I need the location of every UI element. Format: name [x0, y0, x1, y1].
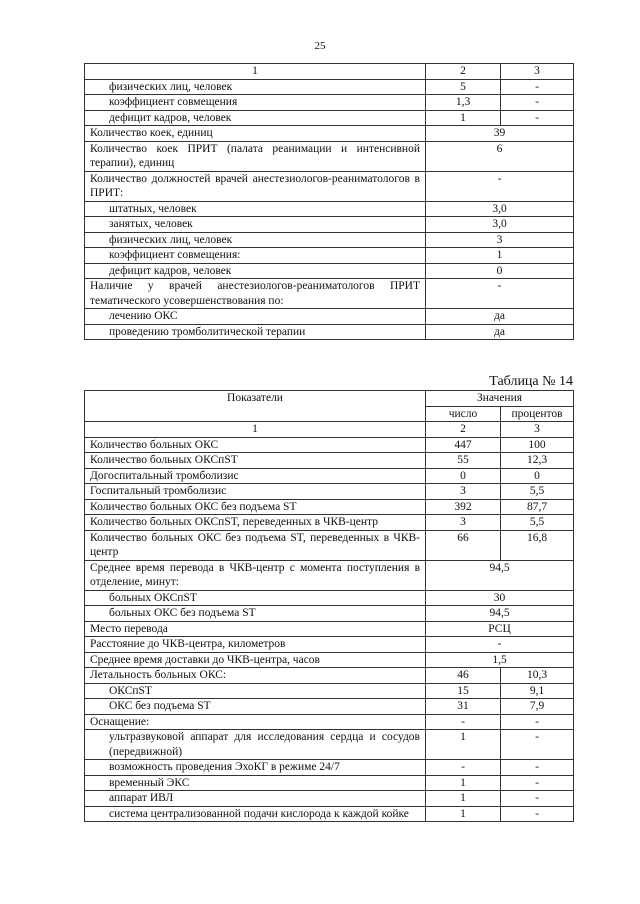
table-row [85, 95, 574, 111]
table-row [85, 171, 574, 201]
row-label: дефицит кадров, человек [85, 263, 426, 279]
row-value: 39 [426, 126, 574, 142]
row-label: временный ЭКС [85, 775, 426, 791]
table-row [85, 126, 574, 142]
row-value-number: 15 [426, 683, 501, 699]
row-value-percent: 0 [501, 468, 574, 484]
header-cell: 2 [426, 422, 501, 438]
row-value-percent: 10,3 [501, 668, 574, 684]
row-label: Количество больных ОКСпST, переведенных в ЧКВ-центр [85, 515, 426, 531]
table-header-row [85, 391, 574, 407]
row-value-number: - [426, 760, 501, 776]
table-row [85, 714, 574, 730]
row-label: Количество больных ОКС [85, 437, 426, 453]
row-value-number: 3 [426, 515, 501, 531]
row-value-number: 3 [426, 484, 501, 500]
row-value-number: 392 [426, 499, 501, 515]
row-value-percent: - [501, 110, 574, 126]
row-label: больных ОКСпST [85, 590, 426, 606]
row-value: РСЦ [426, 621, 574, 637]
row-label: проведению тромболитической терапии [85, 324, 426, 340]
row-value: 94,5 [426, 606, 574, 622]
header-indicators: Показатели [85, 391, 426, 422]
table-row [85, 248, 574, 264]
row-value-percent: - [501, 95, 574, 111]
table-row [85, 201, 574, 217]
row-value: 3,0 [426, 217, 574, 233]
row-value: 1 [426, 248, 574, 264]
row-value-number: 1 [426, 791, 501, 807]
row-value: - [426, 279, 574, 309]
row-label: Количество больных ОКСпST [85, 453, 426, 469]
table-row [85, 590, 574, 606]
row-value: 1,5 [426, 652, 574, 668]
row-value-number: 1,3 [426, 95, 501, 111]
row-label: Госпитальный тромболизис [85, 484, 426, 500]
row-label: коэффициент совмещения [85, 95, 426, 111]
table-row [85, 484, 574, 500]
table-row [85, 730, 574, 760]
row-label: Количество коек, единиц [85, 126, 426, 142]
row-value: да [426, 324, 574, 340]
row-label: Количество больных ОКС без подъема ST [85, 499, 426, 515]
row-value: 0 [426, 263, 574, 279]
row-value-number: 31 [426, 699, 501, 715]
row-value-percent: - [501, 79, 574, 95]
header-percent: процентов [501, 406, 574, 422]
table-row [85, 309, 574, 325]
row-value-percent: 7,9 [501, 699, 574, 715]
table-row [85, 806, 574, 822]
row-label: Летальность больных ОКС: [85, 668, 426, 684]
table-row [85, 79, 574, 95]
table-row [85, 606, 574, 622]
table-row [85, 560, 574, 590]
table-title: Таблица № 14 [489, 374, 573, 389]
table-row [85, 217, 574, 233]
row-value-number: 0 [426, 468, 501, 484]
row-label: система централизованной подачи кислорода к каждой койке [85, 806, 426, 822]
row-label: лечению ОКС [85, 309, 426, 325]
table-row [85, 668, 574, 684]
row-label: физических лиц, человек [85, 232, 426, 248]
table-row [85, 530, 574, 560]
row-label: Среднее время доставки до ЧКВ-центра, часов [85, 652, 426, 668]
row-value-percent: 5,5 [501, 484, 574, 500]
header-cell: 3 [501, 422, 574, 438]
table-row [85, 621, 574, 637]
table-row [85, 263, 574, 279]
header-cell: 2 [426, 64, 501, 80]
table-row [85, 324, 574, 340]
header-values: Значения [426, 391, 574, 407]
row-label: дефицит кадров, человек [85, 110, 426, 126]
table-row [85, 637, 574, 653]
table-row [85, 437, 574, 453]
row-value-percent: - [501, 714, 574, 730]
row-value-percent: 16,8 [501, 530, 574, 560]
row-label: Расстояние до ЧКВ-центра, километров [85, 637, 426, 653]
row-value: 30 [426, 590, 574, 606]
row-label: ОКС без подъема ST [85, 699, 426, 715]
row-label: больных ОКС без подъема ST [85, 606, 426, 622]
row-value-number: 1 [426, 730, 501, 760]
row-value: - [426, 637, 574, 653]
table-row [85, 453, 574, 469]
header-cell: 3 [501, 64, 574, 80]
table-row [85, 141, 574, 171]
row-value-percent: - [501, 730, 574, 760]
row-value: 6 [426, 141, 574, 171]
row-label: занятых, человек [85, 217, 426, 233]
row-value-number: 1 [426, 806, 501, 822]
row-label: Количество больных ОКС без подъема ST, переведенных в ЧКВ-центр [85, 530, 426, 560]
header-cell: 1 [85, 422, 426, 438]
row-value-percent: 87,7 [501, 499, 574, 515]
row-label: Количество коек ПРИТ (палата реанимации и интенсивной терапии), единиц [85, 141, 426, 171]
row-label: ультразвуковой аппарат для исследования сердца и сосудов (передвижной) [85, 730, 426, 760]
row-label: Догоспитальный тромболизис [85, 468, 426, 484]
row-label: Количество должностей врачей анестезиологов-реаниматологов в ПРИТ: [85, 171, 426, 201]
row-value-percent: 12,3 [501, 453, 574, 469]
table-row [85, 775, 574, 791]
table-row [85, 699, 574, 715]
row-value-number: 66 [426, 530, 501, 560]
row-label: Среднее время перевода в ЧКВ-центр с момента поступления в отделение, минут: [85, 560, 426, 590]
table-row [85, 279, 574, 309]
row-value-percent: - [501, 760, 574, 776]
row-label: коэффициент совмещения: [85, 248, 426, 264]
row-label: аппарат ИВЛ [85, 791, 426, 807]
row-value-number: 46 [426, 668, 501, 684]
header-cell: 1 [85, 64, 426, 80]
row-value-number: - [426, 714, 501, 730]
row-label: возможность проведения ЭхоКГ в режиме 24/7 [85, 760, 426, 776]
row-value: 94,5 [426, 560, 574, 590]
table-row [85, 760, 574, 776]
table-row [85, 683, 574, 699]
row-value-percent: - [501, 806, 574, 822]
row-value-percent: - [501, 791, 574, 807]
row-value: 3,0 [426, 201, 574, 217]
row-value: да [426, 309, 574, 325]
row-label: физических лиц, человек [85, 79, 426, 95]
row-value-percent: 100 [501, 437, 574, 453]
row-value: 3 [426, 232, 574, 248]
table-row [85, 232, 574, 248]
row-label: ОКСпST [85, 683, 426, 699]
table-header-row [85, 422, 574, 438]
row-label: Наличие у врачей анестезиологов-реаниматологов ПРИТ тематического усовершенствования по: [85, 279, 426, 309]
header-number: число [426, 406, 501, 422]
table-continued [84, 63, 574, 340]
row-value-percent: 9,1 [501, 683, 574, 699]
row-value-percent: - [501, 775, 574, 791]
table-header-row [85, 64, 574, 80]
table-row [85, 515, 574, 531]
row-label: Место перевода [85, 621, 426, 637]
table-row [85, 468, 574, 484]
row-label: Оснащение: [85, 714, 426, 730]
row-label: штатных, человек [85, 201, 426, 217]
page-number: 25 [314, 40, 326, 52]
table-row [85, 499, 574, 515]
table-row [85, 791, 574, 807]
row-value: - [426, 171, 574, 201]
row-value-number: 1 [426, 110, 501, 126]
row-value-percent: 5,5 [501, 515, 574, 531]
row-value-number: 55 [426, 453, 501, 469]
table-14 [84, 390, 574, 822]
row-value-number: 447 [426, 437, 501, 453]
table-row [85, 652, 574, 668]
row-value-number: 1 [426, 775, 501, 791]
row-value-number: 5 [426, 79, 501, 95]
table-row [85, 110, 574, 126]
